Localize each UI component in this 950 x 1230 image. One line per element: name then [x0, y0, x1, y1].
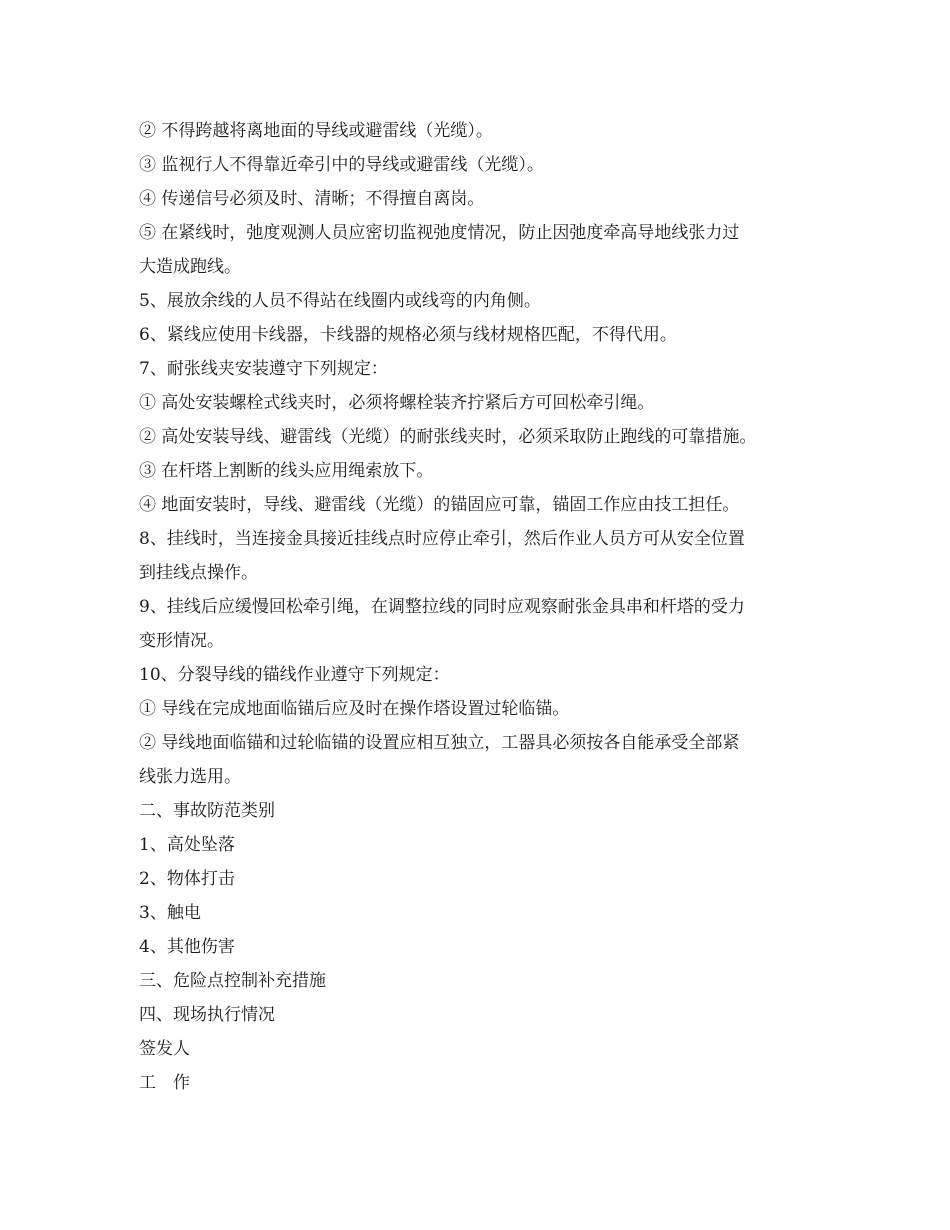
text-line: ③ 监视行人不得靠近牵引中的导线或避雷线（光缆）。: [139, 155, 544, 175]
text-line: ⑤ 在紧线时，弛度观测人员应密切监视弛度情况，防止因弛度牵高导地线张力过: [139, 223, 740, 243]
list-item: 2、物体打击: [139, 869, 235, 889]
text-line: ① 高处安装螺栓式线夹时，必须将螺栓装齐拧紧后方可回松牵引绳。: [139, 393, 655, 413]
text-line: ② 导线地面临锚和过轮临锚的设置应相互独立，工器具必须按各自能承受全部紧: [139, 733, 740, 753]
text-line: ④ 地面安装时，导线、避雷线（光缆）的锚固应可靠，锚固工作应由技工担任。: [139, 495, 740, 515]
signer-label: 签发人: [139, 1039, 190, 1059]
text-line: ① 导线在完成地面临锚后应及时在操作塔设置过轮临锚。: [139, 699, 570, 719]
text-line: 5、展放余线的人员不得站在线圈内或线弯的内角侧。: [139, 291, 541, 311]
text-line: 10、分裂导线的锚线作业遵守下列规定：: [139, 665, 450, 685]
document-body: [139, 116, 819, 1102]
text-line: 6、紧线应使用卡线器，卡线器的规格必须与线材规格匹配，不得代用。: [139, 325, 677, 345]
text-line: 8、挂线时，当连接金具接近挂线点时应停止牵引，然后作业人员方可从安全位置: [139, 529, 745, 549]
text-line: ② 高处安装导线、避雷线（光缆）的耐张线夹时，必须采取防止跑线的可靠措施。: [139, 427, 757, 447]
section-heading: 四、现场执行情况: [139, 1005, 275, 1025]
list-item: 3、触电: [139, 903, 201, 923]
section-heading: 三、危险点控制补充措施: [139, 971, 326, 991]
text-line: ④ 传递信号必须及时、清晰；不得擅自离岗。: [139, 189, 485, 209]
text-line: ③ 在杆塔上割断的线头应用绳索放下。: [139, 461, 434, 481]
section-heading: 二、事故防范类别: [139, 801, 275, 821]
text-line: 大造成跑线。: [139, 257, 241, 277]
work-label: 工 作: [139, 1073, 190, 1093]
text-line: 线张力选用。: [139, 767, 241, 787]
list-item: 4、其他伤害: [139, 937, 235, 957]
list-item: 1、高处坠落: [139, 835, 235, 855]
text-line: 7、耐张线夹安装遵守下列规定：: [139, 359, 388, 379]
text-line: 到挂线点操作。: [139, 563, 258, 583]
text-line: ② 不得跨越将离地面的导线或避雷线（光缆）。: [139, 121, 493, 141]
text-line: 9、挂线后应缓慢回松牵引绳，在调整拉线的同时应观察耐张金具串和杆塔的受力: [139, 597, 745, 617]
text-line: 变形情况。: [139, 631, 224, 651]
